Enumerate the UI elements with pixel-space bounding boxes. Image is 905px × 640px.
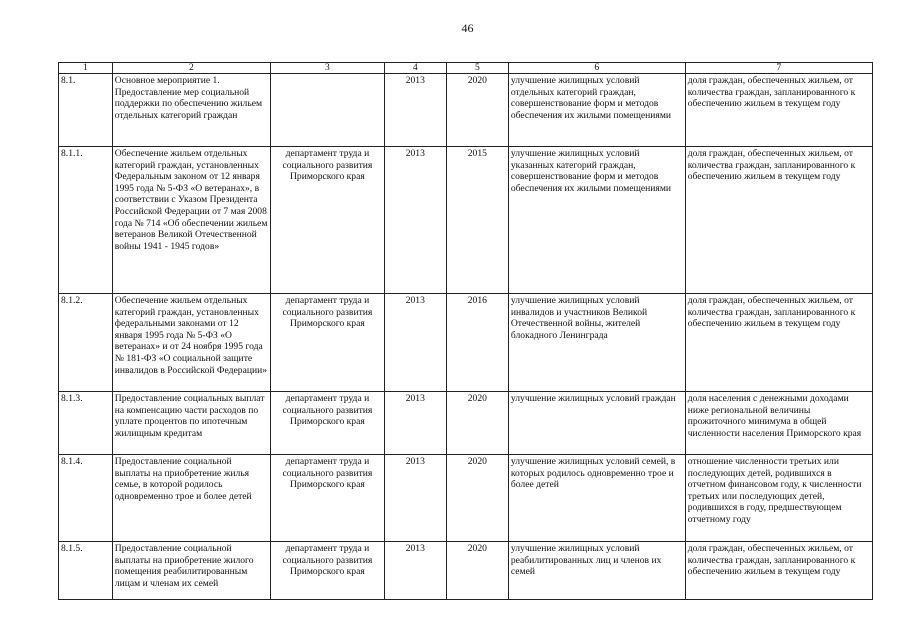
executor-cell: департамент труда и социального развития Приморского края <box>271 392 385 455</box>
table-header-row <box>59 63 873 74</box>
column-header: 5 <box>446 63 508 74</box>
row-number: 8.1. <box>59 74 113 147</box>
expected-result-cell: улучшение жилищных условий реабилитированных лиц и членов их семей <box>508 542 685 600</box>
start-year-cell: 2013 <box>384 147 446 294</box>
column-header: 1 <box>59 63 113 74</box>
column-header: 4 <box>384 63 446 74</box>
indicator-cell: доля граждан, обеспеченных жильем, от количества граждан, запланированного к обеспечению жильем в текущем году <box>685 542 872 600</box>
indicator-cell: доля граждан, обеспеченных жильем, от количества граждан, запланированного к обеспечению жильем в текущем году <box>685 147 872 294</box>
expected-result-cell: улучшение жилищных условий инвалидов и участников Великой Отечественной войны, жителей блокадного Ленинграда <box>508 294 685 392</box>
expected-result-cell: улучшение жилищных условий граждан <box>508 392 685 455</box>
end-year-cell: 2016 <box>446 294 508 392</box>
table-row <box>59 294 873 392</box>
executor-cell: департамент труда и социального развития Приморского края <box>271 542 385 600</box>
end-year-cell: 2020 <box>446 455 508 542</box>
table-row <box>59 392 873 455</box>
measure-cell: Основное мероприятие 1. Предоставление мер социальной поддержки по обеспечению жильем отдельных категорий граждан <box>112 74 270 147</box>
expected-result-cell: улучшение жилищных условий семей, в которых родилось одновременно трое и более детей <box>508 455 685 542</box>
indicator-cell: доля граждан, обеспеченных жильем, от количества граждан, запланированного к обеспечению жильем в текущем году <box>685 74 872 147</box>
column-header: 7 <box>685 63 872 74</box>
end-year-cell: 2020 <box>446 74 508 147</box>
column-header: 2 <box>112 63 270 74</box>
end-year-cell: 2020 <box>446 542 508 600</box>
row-number: 8.1.3. <box>59 392 113 455</box>
column-header: 6 <box>508 63 685 74</box>
page-number: 46 <box>461 21 474 35</box>
row-number: 8.1.5. <box>59 542 113 600</box>
column-header: 3 <box>271 63 385 74</box>
start-year-cell: 2013 <box>384 455 446 542</box>
row-number: 8.1.2. <box>59 294 113 392</box>
row-number: 8.1.4. <box>59 455 113 542</box>
row-number: 8.1.1. <box>59 147 113 294</box>
indicator-cell: доля граждан, обеспеченных жильем, от количества граждан, запланированного к обеспечению жильем в текущем году <box>685 294 872 392</box>
start-year-cell: 2013 <box>384 392 446 455</box>
executor-cell: департамент труда и социального развития Приморского края <box>271 147 385 294</box>
executor-cell: департамент труда и социального развития Приморского края <box>271 455 385 542</box>
expected-result-cell: улучшение жилищных условий указанных категорий граждан, совершенствование форм и методов обеспечения их жилыми помещениями <box>508 147 685 294</box>
program-table <box>58 62 873 600</box>
end-year-cell: 2020 <box>446 392 508 455</box>
measure-cell: Предоставление социальных выплат на компенсацию части расходов по уплате процентов по ипотечным жилищным кредитам <box>112 392 270 455</box>
start-year-cell: 2013 <box>384 542 446 600</box>
measure-cell: Предоставление социальной выплаты на приобретение жилого помещения реабилитированным лицам и членам их семей <box>112 542 270 600</box>
table-row <box>59 74 873 147</box>
indicator-cell: доля населения с денежными доходами ниже региональной величины прожиточного минимума в общей численности населения Приморского края <box>685 392 872 455</box>
table-row <box>59 455 873 542</box>
measure-cell: Предоставление социальной выплаты на приобретение жилья семье, в которой родилось одновременно трое и более детей <box>112 455 270 542</box>
executor-cell: департамент труда и социального развития Приморского края <box>271 294 385 392</box>
measure-cell: Обеспечение жильем отдельных категорий граждан, установленных федеральными законами от 12 января 1995 года № 5-ФЗ «О ветеранах» и от 24 ноября 1995 года № 181-ФЗ «О социальной защите инвалидов в Российской Федерации» <box>112 294 270 392</box>
table-row <box>59 147 873 294</box>
start-year-cell: 2013 <box>384 74 446 147</box>
end-year-cell: 2015 <box>446 147 508 294</box>
start-year-cell: 2013 <box>384 294 446 392</box>
indicator-cell: отношение численности третьих или последующих детей, родившихся в отчетном финансовом году, к численности третьих или последующих детей, родившихся в году, предшествующем отчетному году <box>685 455 872 542</box>
executor-cell <box>271 74 385 147</box>
table-row <box>59 542 873 600</box>
expected-result-cell: улучшение жилищных условий отдельных категорий граждан, совершенствование форм и методов обеспечения их жилыми помещениями <box>508 74 685 147</box>
measure-cell: Обеспечение жильем отдельных категорий граждан, установленных Федеральным законом от 12 января 1995 года № 5-ФЗ «О ветеранах», в соответствии с Указом Президента Российской Федерации от 7 мая 2008 года № 714 «Об обеспечении жильем ветеранов Великой Отечественной войны 1941 - 1945 годов» <box>112 147 270 294</box>
